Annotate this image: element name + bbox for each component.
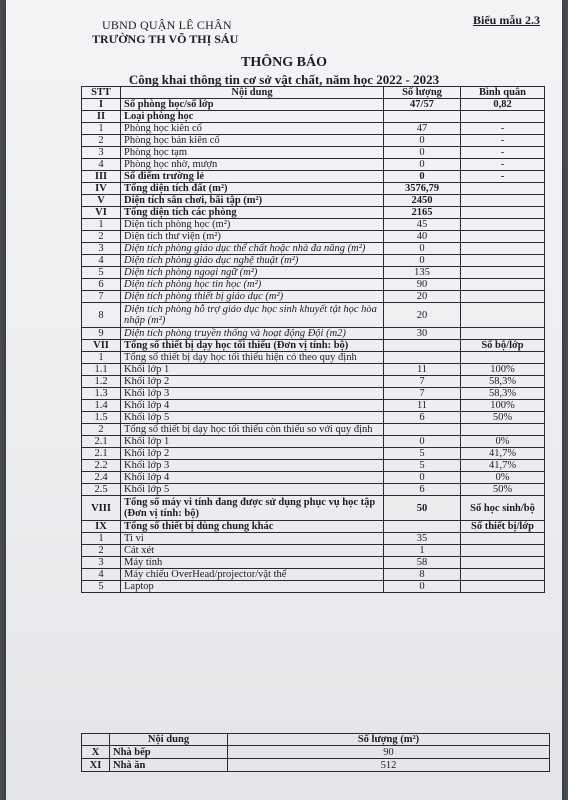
row-average: -	[461, 159, 545, 171]
table-row	[82, 557, 545, 569]
row-content: Tổng diện tích đất (m²)	[121, 183, 384, 195]
row-content: Khối lớp 1	[121, 364, 384, 376]
table-row	[82, 533, 545, 545]
row-content: Khối lớp 4	[121, 472, 384, 484]
row-average	[461, 219, 545, 231]
row-quantity: 35	[384, 533, 461, 545]
table-row	[82, 267, 545, 279]
row-quantity: 45	[384, 219, 461, 231]
row-stt: 1	[82, 219, 121, 231]
document-page	[6, 0, 562, 800]
row-stt: X	[82, 746, 110, 759]
table-row	[82, 243, 545, 255]
kitchen-header-row	[82, 734, 550, 746]
table-row	[82, 545, 545, 557]
row-content: Diện tích phòng thiết bị giáo dục (m²)	[121, 291, 384, 303]
row-average: 0%	[461, 472, 545, 484]
table-row	[82, 303, 545, 328]
row-content: Diện tích thư viện (m²)	[121, 231, 384, 243]
row-average	[461, 231, 545, 243]
header-quantity: Số lượng	[384, 87, 461, 99]
row-stt: 5	[82, 267, 121, 279]
row-average	[461, 533, 545, 545]
row-content: Khối lớp 2	[121, 376, 384, 388]
row-quantity: 90	[228, 746, 550, 759]
row-stt: 9	[82, 328, 121, 340]
row-average: Số thiết bị/lớp	[461, 521, 545, 533]
row-stt: 8	[82, 303, 121, 328]
row-content: Diện tích phòng giáo dục nghệ thuật (m²)	[121, 255, 384, 267]
row-content: Tổng số thiết bị dạy học tối thiểu hiện có theo quy định	[121, 352, 384, 364]
row-quantity: 58	[384, 557, 461, 569]
row-stt: 2.2	[82, 460, 121, 472]
row-content: Số điểm trường lẻ	[121, 171, 384, 183]
kitchen-table	[81, 733, 550, 772]
row-content: Tổng số máy vi tính đang được sử dụng phục vụ học tập (Đơn vị tính: bộ)	[121, 496, 384, 521]
row-content: Laptop	[121, 581, 384, 593]
row-quantity: 0	[384, 436, 461, 448]
row-quantity	[384, 521, 461, 533]
row-average	[461, 279, 545, 291]
row-quantity: 6	[384, 484, 461, 496]
row-quantity: 0	[384, 243, 461, 255]
row-content: Tổng số thiết bị dùng chung khác	[121, 521, 384, 533]
row-quantity: 5	[384, 460, 461, 472]
row-content: Phòng học kiên cố	[121, 123, 384, 135]
table-row	[82, 340, 545, 352]
kitchen-header-content: Nội dung	[110, 734, 228, 746]
table-row	[82, 255, 545, 267]
row-quantity: 7	[384, 388, 461, 400]
row-quantity: 47/57	[384, 99, 461, 111]
row-average	[461, 569, 545, 581]
row-quantity: 2165	[384, 207, 461, 219]
row-stt: 1.3	[82, 388, 121, 400]
row-quantity: 7	[384, 376, 461, 388]
row-content: Phòng học nhờ, mượn	[121, 159, 384, 171]
table-row	[82, 147, 545, 159]
row-average: 0,82	[461, 99, 545, 111]
row-quantity: 8	[384, 569, 461, 581]
table-row	[82, 472, 545, 484]
row-average: -	[461, 135, 545, 147]
row-quantity: 0	[384, 171, 461, 183]
table-row	[82, 364, 545, 376]
row-average	[461, 207, 545, 219]
row-quantity: 11	[384, 364, 461, 376]
row-content: Khối lớp 5	[121, 412, 384, 424]
row-stt: III	[82, 171, 121, 183]
row-quantity: 1	[384, 545, 461, 557]
table-row	[82, 484, 545, 496]
row-content: Diện tích phòng học (m²)	[121, 219, 384, 231]
row-stt: V	[82, 195, 121, 207]
table-row	[82, 328, 545, 340]
row-quantity: 20	[384, 303, 461, 328]
row-average	[461, 111, 545, 123]
table-row	[82, 569, 545, 581]
row-average: -	[461, 171, 545, 183]
row-average	[461, 424, 545, 436]
row-quantity: 0	[384, 472, 461, 484]
row-average	[461, 183, 545, 195]
agency-name: UBND QUẬN LÊ CHÂN	[102, 18, 232, 32]
row-average	[461, 255, 545, 267]
row-stt: 5	[82, 581, 121, 593]
kitchen-header-stt	[82, 734, 110, 746]
row-content: Phòng học bán kiên cố	[121, 135, 384, 147]
row-average	[461, 328, 545, 340]
table-row	[82, 171, 545, 183]
row-average	[461, 581, 545, 593]
table-row	[82, 581, 545, 593]
row-content: Tổng số thiết bị dạy học tối thiểu còn thiếu so với quy định	[121, 424, 384, 436]
row-average	[461, 352, 545, 364]
row-content: Nhà ăn	[110, 759, 228, 772]
row-quantity: 512	[228, 759, 550, 772]
document-title: THÔNG BÁO	[241, 55, 327, 70]
row-quantity: 0	[384, 135, 461, 147]
row-average: 58,3%	[461, 388, 545, 400]
row-content: Diện tích phòng giáo dục thể chất hoặc nhà đa năng (m²)	[121, 243, 384, 255]
table-row	[82, 388, 545, 400]
table-row	[82, 352, 545, 364]
table-row	[82, 123, 545, 135]
table-row	[82, 376, 545, 388]
header-stt: STT	[82, 87, 121, 99]
row-stt: 1	[82, 352, 121, 364]
row-content: Diện tích phòng truyền thống và hoạt động Đội (m2)	[121, 328, 384, 340]
row-quantity: 50	[384, 496, 461, 521]
table-row	[82, 448, 545, 460]
facilities-table-body	[82, 99, 545, 593]
row-content: Tổng số thiết bị dạy học tối thiểu (Đơn vị tính: bộ)	[121, 340, 384, 352]
row-content: Khối lớp 2	[121, 448, 384, 460]
row-stt: 7	[82, 291, 121, 303]
row-quantity: 40	[384, 231, 461, 243]
row-quantity	[384, 340, 461, 352]
row-stt: IV	[82, 183, 121, 195]
row-quantity: 11	[384, 400, 461, 412]
table-row	[82, 279, 545, 291]
row-quantity: 5	[384, 448, 461, 460]
row-content: Ti vi	[121, 533, 384, 545]
row-stt: 1.4	[82, 400, 121, 412]
row-stt: 2.1	[82, 448, 121, 460]
row-stt: 1.2	[82, 376, 121, 388]
row-stt: 2.5	[82, 484, 121, 496]
row-content: Số phòng học/số lớp	[121, 99, 384, 111]
row-stt: 4	[82, 159, 121, 171]
row-average	[461, 291, 545, 303]
table-row	[82, 521, 545, 533]
row-stt: 2	[82, 231, 121, 243]
row-content: Diện tích sân chơi, bãi tập (m²)	[121, 195, 384, 207]
row-quantity: 0	[384, 147, 461, 159]
row-stt: 2.1	[82, 436, 121, 448]
row-stt: 1	[82, 533, 121, 545]
row-average: Số học sinh/bộ	[461, 496, 545, 521]
document-subtitle: Công khai thông tin cơ sở vật chất, năm học 2022 - 2023	[128, 72, 440, 87]
table-row	[82, 207, 545, 219]
table-row	[82, 412, 545, 424]
row-quantity: 2450	[384, 195, 461, 207]
row-content: Khối lớp 4	[121, 400, 384, 412]
row-quantity: 0	[384, 159, 461, 171]
row-quantity: 3576,79	[384, 183, 461, 195]
row-content: Máy chiếu OverHead/projector/vật thể	[121, 569, 384, 581]
row-stt: 3	[82, 147, 121, 159]
row-quantity: 90	[384, 279, 461, 291]
row-stt: 2.4	[82, 472, 121, 484]
table-row	[82, 111, 545, 123]
row-stt: 3	[82, 557, 121, 569]
table-row	[82, 746, 550, 759]
row-stt: 2	[82, 424, 121, 436]
row-stt: 3	[82, 243, 121, 255]
school-name: TRƯỜNG TH VÕ THỊ SÁU	[92, 32, 239, 46]
row-content: Khối lớp 3	[121, 460, 384, 472]
row-content: Diện tích phòng học tin học (m²)	[121, 279, 384, 291]
row-stt: II	[82, 111, 121, 123]
row-content: Cát xét	[121, 545, 384, 557]
row-average: 41,7%	[461, 460, 545, 472]
row-content: Nhà bếp	[110, 746, 228, 759]
row-quantity: 135	[384, 267, 461, 279]
table-row	[82, 291, 545, 303]
row-stt: 4	[82, 255, 121, 267]
row-content: Khối lớp 3	[121, 388, 384, 400]
row-quantity	[384, 352, 461, 364]
table-row	[82, 460, 545, 472]
row-stt: 1	[82, 123, 121, 135]
row-quantity: 0	[384, 255, 461, 267]
row-stt: 1.1	[82, 364, 121, 376]
table-row	[82, 400, 545, 412]
row-quantity	[384, 424, 461, 436]
row-average	[461, 195, 545, 207]
row-average: 100%	[461, 400, 545, 412]
row-content: Diện tích phòng ngoại ngữ (m²)	[121, 267, 384, 279]
row-average: 0%	[461, 436, 545, 448]
row-stt: I	[82, 99, 121, 111]
row-stt: 6	[82, 279, 121, 291]
row-average	[461, 303, 545, 328]
facilities-table	[81, 86, 545, 593]
row-average: 58,3%	[461, 376, 545, 388]
row-stt: VIII	[82, 496, 121, 521]
table-row	[82, 231, 545, 243]
kitchen-header-quantity: Số lượng (m²)	[228, 734, 550, 746]
row-stt: 2	[82, 545, 121, 557]
table-row	[82, 436, 545, 448]
row-quantity: 20	[384, 291, 461, 303]
row-quantity: 47	[384, 123, 461, 135]
row-average	[461, 243, 545, 255]
row-content: Phòng học tạm	[121, 147, 384, 159]
row-average: 41,7%	[461, 448, 545, 460]
table-header-row	[82, 87, 545, 99]
table-row	[82, 159, 545, 171]
row-average: 50%	[461, 484, 545, 496]
table-row	[82, 496, 545, 521]
row-content: Máy tính	[121, 557, 384, 569]
row-average: -	[461, 123, 545, 135]
form-label: Biểu mẫu 2.3	[472, 13, 540, 27]
row-quantity: 6	[384, 412, 461, 424]
row-content: Diện tích phòng hỗ trợ giáo dục học sinh khuyết tật học hòa nhập (m²)	[121, 303, 384, 328]
table-row	[82, 135, 545, 147]
row-average	[461, 545, 545, 557]
row-stt: 2	[82, 135, 121, 147]
table-row	[82, 99, 545, 111]
row-quantity: 0	[384, 581, 461, 593]
row-quantity	[384, 111, 461, 123]
row-stt: VI	[82, 207, 121, 219]
row-stt: 4	[82, 569, 121, 581]
kitchen-table-body	[82, 746, 550, 772]
row-average	[461, 557, 545, 569]
row-average: Số bộ/lớp	[461, 340, 545, 352]
row-stt: VII	[82, 340, 121, 352]
row-quantity: 30	[384, 328, 461, 340]
header-average: Bình quân	[461, 87, 545, 99]
row-content: Khối lớp 5	[121, 484, 384, 496]
row-average: 50%	[461, 412, 545, 424]
row-average: 100%	[461, 364, 545, 376]
row-content: Khối lớp 1	[121, 436, 384, 448]
table-row	[82, 219, 545, 231]
table-row	[82, 183, 545, 195]
row-content: Tổng diện tích các phòng	[121, 207, 384, 219]
row-average: -	[461, 147, 545, 159]
row-stt: IX	[82, 521, 121, 533]
header-content: Nội dung	[121, 87, 384, 99]
row-average	[461, 267, 545, 279]
table-row	[82, 424, 545, 436]
table-row	[82, 195, 545, 207]
row-content: Loại phòng học	[121, 111, 384, 123]
row-stt: 1.5	[82, 412, 121, 424]
table-row	[82, 759, 550, 772]
row-stt: XI	[82, 759, 110, 772]
